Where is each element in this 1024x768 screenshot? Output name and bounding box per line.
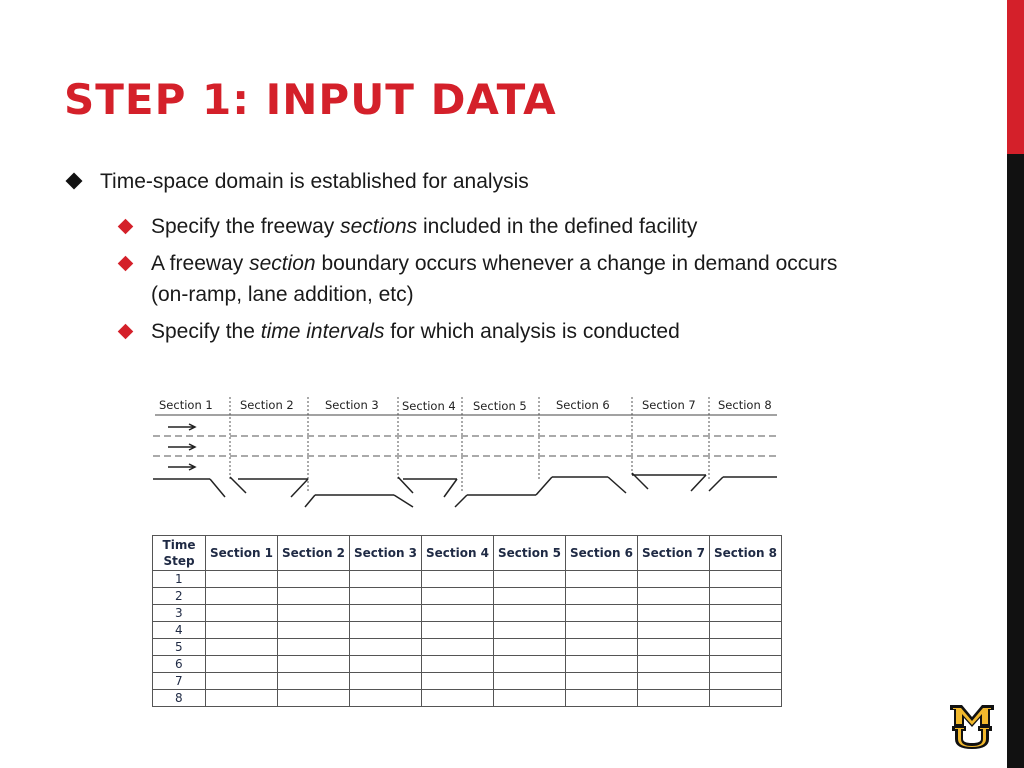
header-section: Section 1 [206,536,278,571]
section-label: Section 2 [240,398,294,412]
time-step-cell: 8 [153,690,206,707]
sub-bullet-text-emphasis: section [249,252,316,275]
sub-bullet-text-emphasis: sections [340,215,418,238]
time-step-cell: 4 [153,622,206,639]
section-labels [159,398,772,413]
time-step-cell: 3 [153,605,206,622]
sub-bullet-item [151,211,841,242]
header-section: Section 6 [566,536,638,571]
section-boundaries [230,397,709,491]
sub-bullet-item [151,248,841,310]
accent-bar-red [1007,0,1024,154]
time-step-cell: 6 [153,656,206,673]
header-section: Section 3 [350,536,422,571]
section-label: Section 7 [642,398,696,412]
mizzou-mu-logo [948,702,996,750]
lane-arrows [168,424,195,470]
accent-bar-black [1007,154,1024,768]
red-diamond-icon [118,219,134,235]
header-section: Section 2 [278,536,350,571]
bullet-text: Time-space domain is established for analysis [100,170,529,193]
header-section: Section 5 [494,536,566,571]
sub-bullet-text-post: for which analysis is conducted [384,320,680,343]
section-label: Section 1 [159,398,213,412]
header-section: Section 4 [422,536,494,571]
red-diamond-icon [118,324,134,340]
black-diamond-icon [66,173,83,190]
slide-title: STEP 1: INPUT DATA [64,75,557,124]
table-row [153,690,782,707]
time-section-grid [152,535,782,707]
section-label: Section 5 [473,399,527,413]
table-row [153,605,782,622]
sub-bullet-text-emphasis: time intervals [260,320,385,343]
table-row [153,673,782,690]
freeway-sections-diagram [150,393,780,515]
sub-bullet-text-post: boundary occurs whenever a change in demand occurs (on-ramp, lane addition, etc) [151,252,838,306]
time-step-cell: 2 [153,588,206,605]
table-row [153,622,782,639]
sub-bullet-text-pre: Specify the [151,320,261,343]
red-diamond-icon [118,256,134,272]
header-section: Section 7 [638,536,710,571]
lane-lines [153,436,777,456]
bullet-item [100,166,529,197]
sub-bullet-text-pre: Specify the freeway [151,215,341,238]
header-section: Section 8 [710,536,782,571]
road-edge [153,473,777,507]
time-step-cell: 5 [153,639,206,656]
table-row [153,588,782,605]
table-row [153,656,782,673]
sub-bullet-item [151,316,841,347]
section-label: Section 4 [402,399,456,413]
section-label: Section 6 [556,398,610,412]
sub-bullet-text-pre: A freeway [151,252,250,275]
table-row [153,639,782,656]
time-step-cell: 7 [153,673,206,690]
sub-bullet-text-post: included in the defined facility [417,215,698,238]
section-label: Section 3 [325,398,379,412]
table-header-row [153,536,782,571]
header-time-step: Time Step [153,536,206,571]
time-step-cell: 1 [153,571,206,588]
table-row [153,571,782,588]
section-label: Section 8 [718,398,772,412]
